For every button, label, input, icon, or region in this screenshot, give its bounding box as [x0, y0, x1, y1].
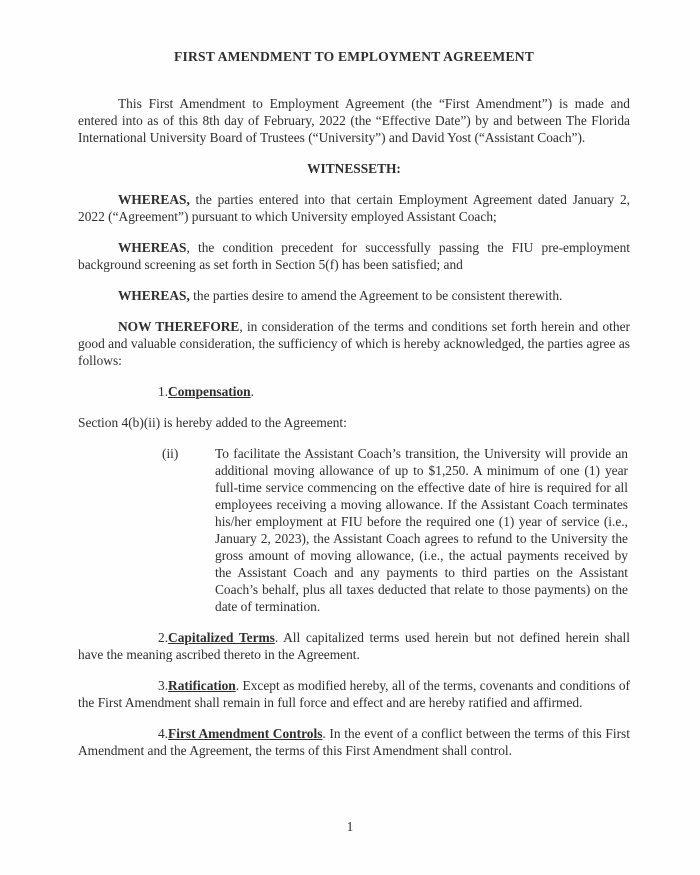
section-text: . Except as modified hereby, all of the terms, covenants and conditions of the First Amendment shall remain in full force and effect and are hereby ratified and affirmed.: [78, 678, 630, 710]
whereas-text: the parties desire to amend the Agreement to be consistent therewith.: [189, 288, 563, 303]
section-heading: Capitalized Terms: [168, 630, 275, 645]
section-heading: First Amendment Controls: [168, 726, 323, 741]
whereas-lead: WHEREAS,: [118, 192, 190, 207]
whereas-text: , the condition precedent for successfully passing the FIU pre-employment background screening as set forth in Section 5(f) has been satisfied; and: [78, 240, 630, 272]
section-3-paragraph: [78, 677, 630, 711]
now-therefore-lead: NOW THEREFORE: [118, 319, 240, 334]
section-1-heading-paragraph: [78, 383, 630, 400]
section-number: 2.: [158, 630, 169, 645]
now-therefore-paragraph: [78, 318, 630, 369]
whereas-text: the parties entered into that certain Employment Agreement dated January 2, 2022 (“Agreement”) pursuant to which University employed Assistant Coach;: [78, 192, 630, 224]
section-1-quote-block: [162, 445, 628, 615]
whereas-paragraph-1: [78, 191, 630, 225]
document-title: FIRST AMENDMENT TO EMPLOYMENT AGREEMENT: [173, 49, 535, 64]
section-number: 3.: [158, 678, 169, 693]
whereas-lead: WHEREAS,: [118, 288, 190, 303]
section-text: .: [250, 384, 254, 399]
section-heading: Compensation: [168, 384, 251, 399]
section-text: . All capitalized terms used herein but not defined herein shall have the meaning ascribed thereto in the Agreement.: [78, 630, 630, 662]
now-therefore-text: , in consideration of the terms and conditions set forth herein and other good and valuable consideration, the sufficiency of which is hereby acknowledged, the parties agree as follows:: [78, 319, 631, 368]
section-2-paragraph: [78, 629, 630, 663]
intro-paragraph: This First Amendment to Employment Agreement (the “First Amendment”) is made and entered into as of this 8th day of February, 2022 (the “Effective Date”) by and between The Florida International University Board of Trustees (“University”) and David Yost (“Assistant Coach”).: [78, 96, 630, 145]
section-text: . In the event of a conflict between the terms of this First Amendment and the Agreement, the terms of this First Amendment shall control.: [78, 726, 630, 758]
quote-item-label: (ii): [162, 446, 179, 461]
whereas-paragraph-3: [78, 287, 630, 304]
page-number: 1: [346, 819, 354, 834]
whereas-paragraph-2: [78, 239, 630, 273]
whereas-lead: WHEREAS: [118, 240, 187, 255]
section-4-paragraph: [78, 725, 630, 759]
section-number: 4.: [158, 726, 169, 741]
witnesseth-heading: WITNESSETH:: [307, 161, 401, 176]
section-number: 1.: [158, 384, 169, 399]
quote-item-text: To facilitate the Assistant Coach’s transition, the University will provide an additional moving allowance of up to $1,250. A minimum of one (1) year full-time service commencing on the effective date of hire is required for all employees receiving a moving allowance. If the Assistant Coach terminates his/her employment at FIU before the required one (1) year of service (i.e., January 2, 2023), the Assistant Coach agrees to refund to the University the gross amount of moving allowance, (i.e., the actual payments received by the Assistant Coach and any payments to third parties on the Assistant Coach’s behalf, plus all taxes deducted that relate to those payments) on the date of termination.: [215, 446, 628, 614]
section-heading: Ratification: [168, 678, 236, 693]
section-1-lead-in: Section 4(b)(ii) is hereby added to the Agreement:: [78, 415, 347, 430]
